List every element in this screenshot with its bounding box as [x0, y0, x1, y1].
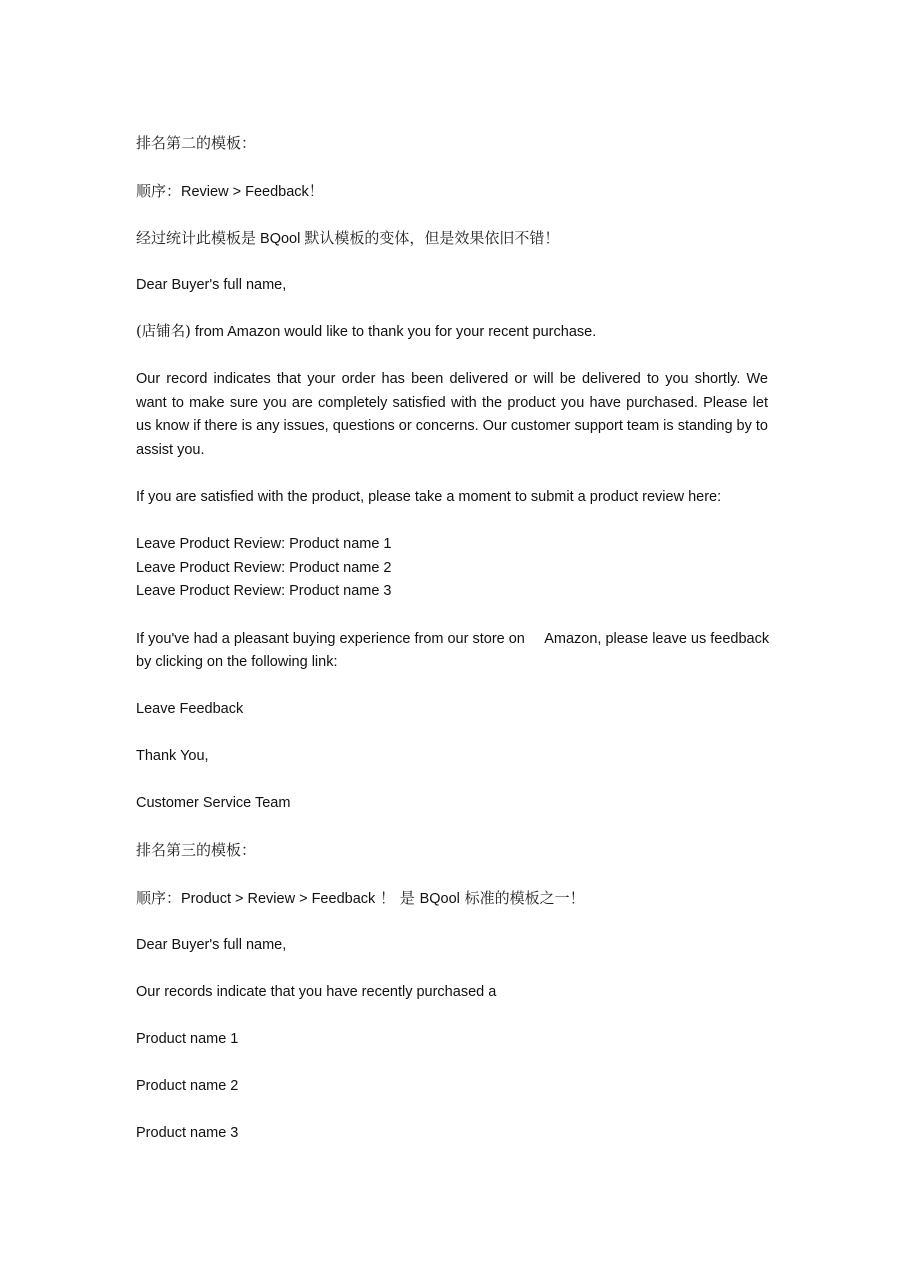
review-link-1[interactable]: Leave Product Review: Product name 1 [136, 536, 392, 552]
thanks-line [136, 321, 768, 345]
review-link-3[interactable]: Leave Product Review: Product name 3 [136, 583, 392, 599]
thanks-text: from Amazon would like to thank you for your recent purchase. [190, 324, 597, 340]
product-name-3: Product name 3 [136, 1125, 239, 1141]
leave-feedback-link[interactable]: Leave Feedback [136, 701, 244, 717]
team-signature: Customer Service Team [136, 795, 291, 811]
section-three-heading: 排名第三的模板： [136, 841, 257, 859]
order3-brand: BQool [419, 891, 460, 907]
section-two-heading: 排名第二的模板： [136, 134, 257, 152]
order-prefix: 顺序： [136, 182, 182, 200]
order3-suffix: 标准的模板之一！ [459, 889, 585, 907]
record-paragraph: Our record indicates that your order has been delivered or will be delivered to you shortly. We want to make sure you are completely satisfied with the product you have purchased. Please let us know if there is any issues, questions or concerns. Our customer support team is standing by to assist you. [136, 371, 768, 458]
pleasant-line-2: by clicking on the following link: [136, 654, 338, 670]
store-name: (店铺名) [136, 324, 191, 340]
order3-text: Product > Review > Feedback [181, 891, 376, 907]
records-line: Our records indicate that you have recently purchased a [136, 984, 497, 1000]
stat-suffix: 默认模板的变体，但是效果依旧不错！ [304, 229, 560, 247]
stat-brand: BQool [260, 231, 301, 247]
stat-prefix: 经过统计此模板是 [136, 229, 257, 247]
greeting-3: Dear Buyer's full name, [136, 937, 287, 953]
thank-you: Thank You, [136, 748, 209, 764]
section-two-order [136, 180, 768, 205]
review-link-2[interactable]: Leave Product Review: Product name 2 [136, 560, 392, 576]
order3-mid: ！ 是 [375, 889, 420, 907]
pleasant-line-1: If you've had a pleasant buying experience from our store on Amazon, please leave us feedback [136, 631, 770, 647]
order3-prefix: 顺序： [136, 889, 182, 907]
product-name-1: Product name 1 [136, 1031, 239, 1047]
satisfied-line: If you are satisfied with the product, please take a moment to submit a product review here: [136, 489, 722, 505]
greeting: Dear Buyer's full name, [136, 277, 287, 293]
order-text: Review > Feedback！ [181, 184, 324, 200]
product-name-2: Product name 2 [136, 1078, 239, 1094]
section-two-stat-note [136, 227, 768, 252]
section-three-order [136, 887, 768, 912]
